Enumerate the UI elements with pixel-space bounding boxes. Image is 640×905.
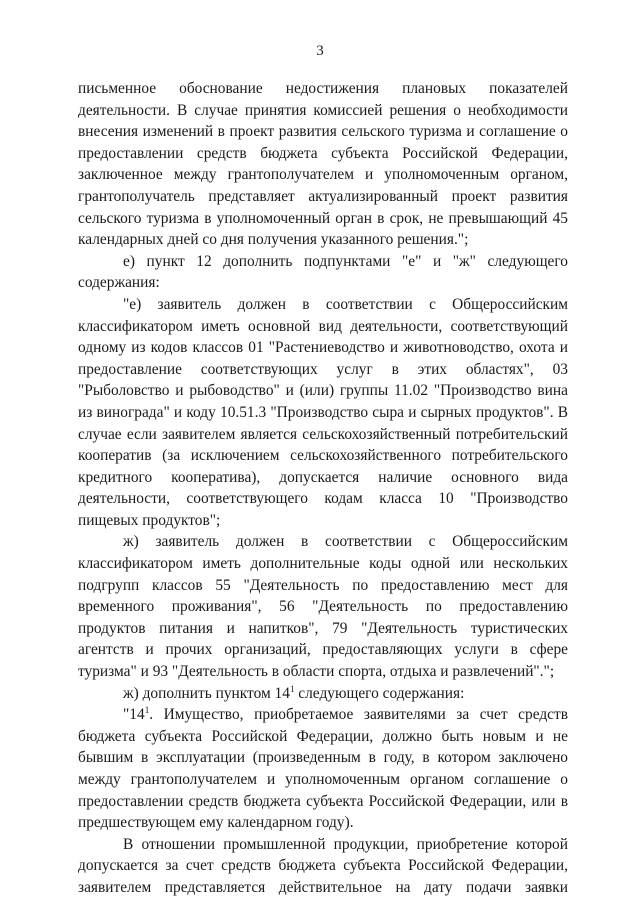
paragraph-industrial-products: В отношении промышленной продукции, приобретение которой допускается за счет средств бюджета субъекта Российской Федерации, заявителем представляется действительное на дату подачи заявки [78, 835, 568, 896]
paragraph-subitem-e: "е) заявитель должен в соответствии с Общероссийским классификатором иметь основной вид деятельности, соответствующий одному из кодов классов 01 "Растениеводство и животноводство, охота и предоставление соответствующих услуг в этих областях", 03 "Рыболовство и рыбоводство" и (или) группы 11.02 "Производство вина из винограда" и коду 10.51.3 "Производство сыра и сырных продуктов". В случае если заявителем является сельскохозяйственный потребительский кооператив (за исключением сельскохозяйственного потребительского кредитного кооператива), допускается наличие основного вида деятельности, соответствующего кодам класса 10 "Производство пищевых продуктов"; [78, 295, 568, 529]
paragraph-subitem-zh: ж) заявитель должен в соответствии с Общероссийским классификатором иметь дополнительные коды одной или нескольких подгрупп классов 55 "Деятельность по предоставлению мест для временного проживания", 56 "Деятельность по предоставлению продуктов питания и напитков", 79 "Деятельность туристических агентств и прочих организаций, предоставляющих услуги в сфере туризма" и 93 "Деятельность в области спорта, отдыха и развлечений"."; [78, 533, 568, 681]
paragraph-amendment-e: е) пункт 12 дополнить подпунктами "е" и "ж" следующего содержания: [78, 252, 568, 292]
point-14-1-text-before: "14 [123, 706, 145, 724]
amendment-zh-text-after: следующего содержания: [294, 684, 465, 702]
page-number: 3 [316, 43, 324, 59]
point-14-1-superscript: 1 [144, 705, 150, 716]
document-body [78, 78, 568, 899]
amendment-zh-superscript: 1 [289, 683, 295, 694]
paragraph-continuation: письменное обоснование недостижения плановых показателей деятельности. В случае принятия комиссией решения о необходимости внесения изменений в проект развития сельского туризма и соглашение о предоставлении средств бюджета субъекта Российской Федерации, заключенное между грантополучателем и уполномоченным органом, грантополучатель представляет актуализированный проект развития сельского туризма в уполномоченный орган в срок, не превышающий 45 календарных дней со дня получения указанного решения."; [78, 80, 568, 249]
paragraph-point-14-1 [78, 704, 568, 834]
amendment-zh-text-before: ж) дополнить пунктом 14 [123, 684, 290, 702]
point-14-1-text-after: . Имущество, приобретаемое заявителями за счет средств бюджета субъекта Российской Федерации, должно быть новым и не бывшим в эксплуатации (произведенным в году, в котором заключено между грантополучателем и уполномоченным органом соглашение о предоставлении средств бюджета субъекта Российской Федерации, или в предшествующем ему календарном году). [78, 706, 568, 832]
paragraph-amendment-zh [78, 683, 568, 705]
